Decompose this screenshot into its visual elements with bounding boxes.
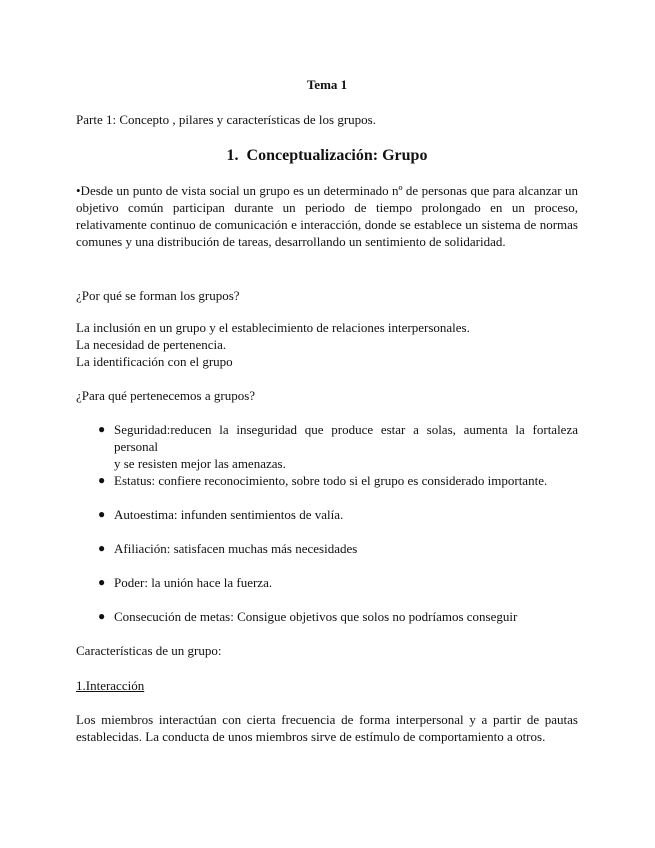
definition-paragraph [76,182,578,250]
bullet-text [114,421,578,472]
bullet-line: Afiliación: satisfacen muchas más necesidades [114,541,358,556]
definition-line: relativamente continuo de comunicación e interacción, donde se establece un sistema de normas [76,217,578,232]
bullet-line: Seguridad:reducen la inseguridad que produce estar a solas, aumenta la fortaleza personal [114,422,578,454]
bullet-line: Poder: la unión hace la fuerza. [114,575,273,590]
interaction-line: establecidas. La conducta de unos miembros sirve de estímulo de comportamiento a otros. [76,729,546,744]
what-for-question: ¿Para qué pertenecemos a grupos? [76,388,256,403]
bullet-text [114,540,578,557]
why-answer: La inclusión en un grupo y el establecimiento de relaciones interpersonales. [76,320,470,335]
bullet-line: Consecución de metas: Consigue objetivos que solos no podríamos conseguir [114,609,518,624]
bullet-text [114,574,578,591]
section-heading-text: Conceptualización: Grupo [246,147,428,164]
why-answer: La identificación con el grupo [76,354,233,369]
bullet-icon: ● [98,473,106,487]
section-heading [76,146,578,166]
bullet-icon: ● [98,609,106,623]
definition-line: comunes y una distribución de tareas, desarrollando un sentimiento de solidaridad. [76,234,506,249]
document-title: Tema 1 [306,77,348,92]
interaction-line: Los miembros interactúan con cierta frecuencia de forma interpersonal y a partir de pautas [76,712,578,727]
interaction-paragraph [76,711,578,745]
bullet-text [114,506,578,523]
section-heading-number: 1. [226,147,239,164]
part-intro: Parte 1: Concepto , pilares y características de los grupos. [76,112,376,127]
bullet-icon: ● [98,541,106,555]
bullet-text [114,608,578,625]
subheading-interaccion: 1.Interacción [76,678,145,693]
bullet-icon: ● [98,422,106,436]
bullet-line: Autoestima: infunden sentimientos de valía. [114,507,344,522]
bullet-text [114,472,578,489]
why-answer: La necesidad de pertenencia. [76,337,227,352]
definition-line: •Desde un punto de vista social un grupo es un determinado nº de personas que para alcanzar un [76,183,578,198]
why-question: ¿Por qué se forman los grupos? [76,288,240,303]
bullet-line: Estatus: confiere reconocimiento, sobre todo si el grupo es considerado importante. [114,473,548,488]
definition-line: objetivo común participan durante un periodo de tiempo prolongado en un proceso, [76,200,578,215]
bullet-icon: ● [98,507,106,521]
bullet-line: y se resisten mejor las amenazas. [114,456,286,471]
bullet-icon: ● [98,575,106,589]
characteristics-label: Características de un grupo: [76,643,222,658]
